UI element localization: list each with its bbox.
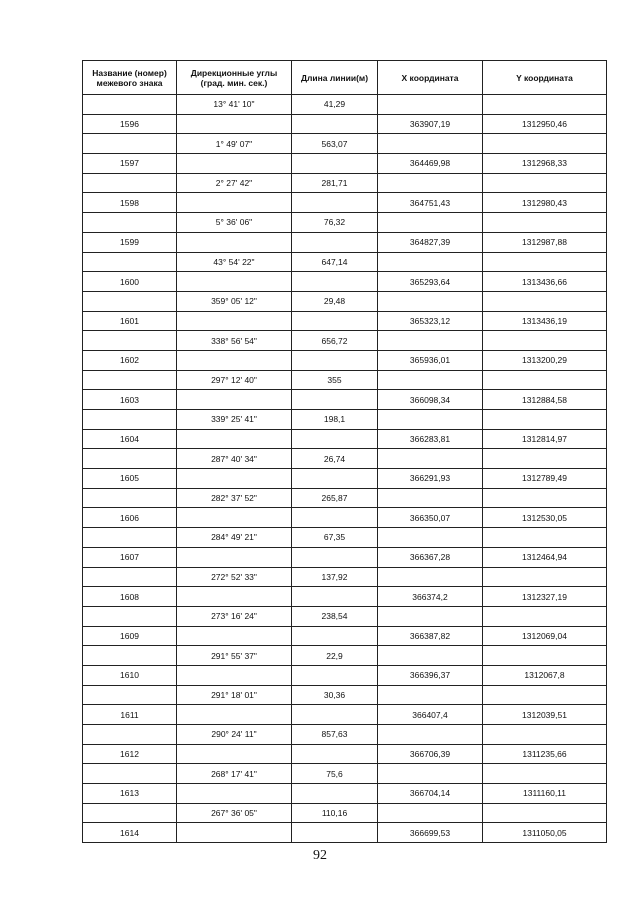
y-coordinate-cell <box>483 646 607 666</box>
line-length-cell: 857,63 <box>292 725 378 745</box>
directional-angle-cell <box>177 823 292 843</box>
mark-name-cell <box>83 803 177 823</box>
directional-angle-cell: 339° 25' 41" <box>177 410 292 430</box>
line-length-cell <box>292 508 378 528</box>
mark-name-cell <box>83 213 177 233</box>
x-coordinate-cell: 366396,37 <box>378 665 483 685</box>
directional-angle-cell <box>177 744 292 764</box>
table-row-point <box>83 272 607 292</box>
y-coordinate-cell <box>483 291 607 311</box>
table-row-segment <box>83 606 607 626</box>
table-row-segment <box>83 410 607 430</box>
y-coordinate-cell: 1312039,51 <box>483 705 607 725</box>
line-length-cell <box>292 154 378 174</box>
mark-name-cell <box>83 606 177 626</box>
directional-angle-cell: 297° 12' 40" <box>177 370 292 390</box>
x-coordinate-cell: 366706,39 <box>378 744 483 764</box>
y-coordinate-cell: 1313436,19 <box>483 311 607 331</box>
header-line-length: Длина линии(м) <box>292 61 378 95</box>
mark-name-cell <box>83 449 177 469</box>
line-length-cell <box>292 350 378 370</box>
y-coordinate-cell <box>483 685 607 705</box>
x-coordinate-cell <box>378 764 483 784</box>
table-row-segment <box>83 646 607 666</box>
table-row-point <box>83 193 607 213</box>
y-coordinate-cell <box>483 331 607 351</box>
table-row-point <box>83 154 607 174</box>
x-coordinate-cell: 364827,39 <box>378 232 483 252</box>
directional-angle-cell: 268° 17' 41" <box>177 764 292 784</box>
directional-angle-cell <box>177 784 292 804</box>
table-body <box>83 95 607 843</box>
directional-angle-cell: 291° 55' 37" <box>177 646 292 666</box>
line-length-cell <box>292 665 378 685</box>
line-length-cell <box>292 311 378 331</box>
table-row-point <box>83 469 607 489</box>
mark-name-cell: 1612 <box>83 744 177 764</box>
directional-angle-cell: 2° 27' 42" <box>177 173 292 193</box>
directional-angle-cell <box>177 154 292 174</box>
line-length-cell: 265,87 <box>292 488 378 508</box>
line-length-cell <box>292 193 378 213</box>
y-coordinate-cell: 1312464,94 <box>483 547 607 567</box>
x-coordinate-cell: 366098,34 <box>378 390 483 410</box>
mark-name-cell: 1598 <box>83 193 177 213</box>
table-row-point <box>83 390 607 410</box>
table-row-point <box>83 114 607 134</box>
directional-angle-cell: 13° 41' 10" <box>177 95 292 115</box>
mark-name-cell <box>83 488 177 508</box>
table-row-segment <box>83 331 607 351</box>
line-length-cell <box>292 744 378 764</box>
y-coordinate-cell <box>483 528 607 548</box>
table-row-point <box>83 429 607 449</box>
y-coordinate-cell: 1312950,46 <box>483 114 607 134</box>
y-coordinate-cell <box>483 410 607 430</box>
mark-name-cell <box>83 134 177 154</box>
line-length-cell: 110,16 <box>292 803 378 823</box>
directional-angle-cell <box>177 547 292 567</box>
line-length-cell: 30,36 <box>292 685 378 705</box>
x-coordinate-cell <box>378 685 483 705</box>
mark-name-cell: 1599 <box>83 232 177 252</box>
mark-name-cell: 1609 <box>83 626 177 646</box>
x-coordinate-cell <box>378 291 483 311</box>
x-coordinate-cell: 366407,4 <box>378 705 483 725</box>
mark-name-cell: 1602 <box>83 350 177 370</box>
table-row-segment <box>83 725 607 745</box>
table-row-segment <box>83 803 607 823</box>
mark-name-cell: 1603 <box>83 390 177 410</box>
table-row-point <box>83 350 607 370</box>
line-length-cell <box>292 626 378 646</box>
table-row-segment <box>83 488 607 508</box>
y-coordinate-cell: 1311235,66 <box>483 744 607 764</box>
y-coordinate-cell <box>483 370 607 390</box>
directional-angle-cell: 338° 56' 54" <box>177 331 292 351</box>
mark-name-cell: 1608 <box>83 587 177 607</box>
table-row-segment <box>83 173 607 193</box>
x-coordinate-cell: 366283,81 <box>378 429 483 449</box>
y-coordinate-cell <box>483 173 607 193</box>
header-x-coordinate: X координата <box>378 61 483 95</box>
x-coordinate-cell <box>378 213 483 233</box>
mark-name-cell <box>83 685 177 705</box>
directional-angle-cell <box>177 587 292 607</box>
y-coordinate-cell: 1311160,11 <box>483 784 607 804</box>
directional-angle-cell: 1° 49' 07" <box>177 134 292 154</box>
mark-name-cell: 1611 <box>83 705 177 725</box>
x-coordinate-cell: 366374,2 <box>378 587 483 607</box>
directional-angle-cell: 290° 24' 11" <box>177 725 292 745</box>
table-row-point <box>83 705 607 725</box>
mark-name-cell: 1605 <box>83 469 177 489</box>
directional-angle-cell: 291° 18' 01" <box>177 685 292 705</box>
directional-angle-cell: 5° 36' 06" <box>177 213 292 233</box>
line-length-cell <box>292 272 378 292</box>
directional-angle-cell: 273° 16' 24" <box>177 606 292 626</box>
table-row-point <box>83 587 607 607</box>
table-row-segment <box>83 764 607 784</box>
x-coordinate-cell <box>378 528 483 548</box>
directional-angle-cell <box>177 311 292 331</box>
line-length-cell: 198,1 <box>292 410 378 430</box>
x-coordinate-cell: 363907,19 <box>378 114 483 134</box>
mark-name-cell <box>83 646 177 666</box>
table-row-segment <box>83 370 607 390</box>
y-coordinate-cell <box>483 764 607 784</box>
mark-name-cell: 1597 <box>83 154 177 174</box>
directional-angle-cell: 267° 36' 05" <box>177 803 292 823</box>
x-coordinate-cell <box>378 410 483 430</box>
directional-angle-cell: 43° 54' 22" <box>177 252 292 272</box>
table-row-point <box>83 311 607 331</box>
table-row-segment <box>83 95 607 115</box>
x-coordinate-cell <box>378 488 483 508</box>
y-coordinate-cell: 1312069,04 <box>483 626 607 646</box>
mark-name-cell <box>83 567 177 587</box>
line-length-cell: 647,14 <box>292 252 378 272</box>
table-row-segment <box>83 685 607 705</box>
y-coordinate-cell: 1312980,43 <box>483 193 607 213</box>
y-coordinate-cell <box>483 252 607 272</box>
y-coordinate-cell: 1312814,97 <box>483 429 607 449</box>
mark-name-cell: 1606 <box>83 508 177 528</box>
x-coordinate-cell: 366699,53 <box>378 823 483 843</box>
table-header-row <box>83 61 607 95</box>
directional-angle-cell <box>177 508 292 528</box>
y-coordinate-cell <box>483 567 607 587</box>
table-row-segment <box>83 449 607 469</box>
mark-name-cell <box>83 95 177 115</box>
table-row-point <box>83 547 607 567</box>
y-coordinate-cell: 1312884,58 <box>483 390 607 410</box>
line-length-cell: 67,35 <box>292 528 378 548</box>
page-number: 92 <box>313 848 327 863</box>
mark-name-cell: 1613 <box>83 784 177 804</box>
mark-name-cell <box>83 331 177 351</box>
x-coordinate-cell: 365936,01 <box>378 350 483 370</box>
header-directional-angle: Дирекционные углы (град. мин. сек.) <box>177 61 292 95</box>
table-row-segment <box>83 528 607 548</box>
line-length-cell: 76,32 <box>292 213 378 233</box>
line-length-cell <box>292 705 378 725</box>
y-coordinate-cell: 1312789,49 <box>483 469 607 489</box>
directional-angle-cell <box>177 350 292 370</box>
line-length-cell <box>292 114 378 134</box>
line-length-cell <box>292 547 378 567</box>
table-row-segment <box>83 134 607 154</box>
mark-name-cell <box>83 370 177 390</box>
table-row-segment <box>83 213 607 233</box>
mark-name-cell: 1601 <box>83 311 177 331</box>
y-coordinate-cell <box>483 488 607 508</box>
table-row-point <box>83 626 607 646</box>
x-coordinate-cell: 366387,82 <box>378 626 483 646</box>
mark-name-cell <box>83 410 177 430</box>
boundary-marks-table <box>82 60 607 843</box>
x-coordinate-cell <box>378 803 483 823</box>
x-coordinate-cell <box>378 449 483 469</box>
directional-angle-cell <box>177 114 292 134</box>
table-row-point <box>83 232 607 252</box>
x-coordinate-cell: 365323,12 <box>378 311 483 331</box>
y-coordinate-cell <box>483 725 607 745</box>
line-length-cell: 355 <box>292 370 378 390</box>
x-coordinate-cell <box>378 646 483 666</box>
y-coordinate-cell <box>483 95 607 115</box>
mark-name-cell: 1614 <box>83 823 177 843</box>
directional-angle-cell <box>177 626 292 646</box>
y-coordinate-cell: 1312987,88 <box>483 232 607 252</box>
y-coordinate-cell <box>483 803 607 823</box>
table-row-segment <box>83 291 607 311</box>
header-y-coordinate: Y координата <box>483 61 607 95</box>
directional-angle-cell <box>177 390 292 410</box>
mark-name-cell <box>83 528 177 548</box>
line-length-cell: 22,9 <box>292 646 378 666</box>
directional-angle-cell: 287° 40' 34" <box>177 449 292 469</box>
y-coordinate-cell: 1312968,33 <box>483 154 607 174</box>
table-row-point <box>83 665 607 685</box>
y-coordinate-cell: 1313436,66 <box>483 272 607 292</box>
y-coordinate-cell <box>483 213 607 233</box>
directional-angle-cell: 272° 52' 33" <box>177 567 292 587</box>
line-length-cell <box>292 469 378 489</box>
x-coordinate-cell <box>378 331 483 351</box>
line-length-cell: 656,72 <box>292 331 378 351</box>
table-row-segment <box>83 252 607 272</box>
line-length-cell <box>292 232 378 252</box>
mark-name-cell: 1604 <box>83 429 177 449</box>
x-coordinate-cell <box>378 725 483 745</box>
x-coordinate-cell <box>378 173 483 193</box>
x-coordinate-cell: 366291,93 <box>378 469 483 489</box>
directional-angle-cell <box>177 469 292 489</box>
x-coordinate-cell: 364751,43 <box>378 193 483 213</box>
x-coordinate-cell: 366704,14 <box>378 784 483 804</box>
y-coordinate-cell <box>483 449 607 469</box>
mark-name-cell <box>83 725 177 745</box>
mark-name-cell: 1600 <box>83 272 177 292</box>
header-mark-name: Название (номер) межевого знака <box>83 61 177 95</box>
x-coordinate-cell <box>378 370 483 390</box>
line-length-cell: 75,6 <box>292 764 378 784</box>
table-row-segment <box>83 567 607 587</box>
directional-angle-cell: 284° 49' 21" <box>177 528 292 548</box>
y-coordinate-cell <box>483 134 607 154</box>
directional-angle-cell <box>177 232 292 252</box>
mark-name-cell <box>83 291 177 311</box>
line-length-cell <box>292 429 378 449</box>
y-coordinate-cell <box>483 606 607 626</box>
y-coordinate-cell: 1312067,8 <box>483 665 607 685</box>
directional-angle-cell <box>177 272 292 292</box>
line-length-cell <box>292 390 378 410</box>
directional-angle-cell <box>177 429 292 449</box>
line-length-cell: 26,74 <box>292 449 378 469</box>
directional-angle-cell <box>177 193 292 213</box>
line-length-cell: 281,71 <box>292 173 378 193</box>
line-length-cell: 238,54 <box>292 606 378 626</box>
mark-name-cell <box>83 173 177 193</box>
line-length-cell: 137,92 <box>292 567 378 587</box>
line-length-cell: 41,29 <box>292 95 378 115</box>
mark-name-cell <box>83 252 177 272</box>
line-length-cell: 563,07 <box>292 134 378 154</box>
mark-name-cell <box>83 764 177 784</box>
y-coordinate-cell: 1311050,05 <box>483 823 607 843</box>
x-coordinate-cell <box>378 252 483 272</box>
line-length-cell: 29,48 <box>292 291 378 311</box>
x-coordinate-cell: 366350,07 <box>378 508 483 528</box>
x-coordinate-cell <box>378 606 483 626</box>
x-coordinate-cell: 365293,64 <box>378 272 483 292</box>
table-row-point <box>83 784 607 804</box>
table-row-point <box>83 744 607 764</box>
directional-angle-cell <box>177 665 292 685</box>
line-length-cell <box>292 784 378 804</box>
x-coordinate-cell <box>378 134 483 154</box>
line-length-cell <box>292 823 378 843</box>
directional-angle-cell: 282° 37' 52" <box>177 488 292 508</box>
x-coordinate-cell <box>378 95 483 115</box>
y-coordinate-cell: 1312327,19 <box>483 587 607 607</box>
line-length-cell <box>292 587 378 607</box>
x-coordinate-cell: 364469,98 <box>378 154 483 174</box>
table-row-point <box>83 823 607 843</box>
table-row-point <box>83 508 607 528</box>
y-coordinate-cell: 1312530,05 <box>483 508 607 528</box>
mark-name-cell: 1610 <box>83 665 177 685</box>
directional-angle-cell: 359° 05' 12" <box>177 291 292 311</box>
directional-angle-cell <box>177 705 292 725</box>
x-coordinate-cell <box>378 567 483 587</box>
mark-name-cell: 1607 <box>83 547 177 567</box>
mark-name-cell: 1596 <box>83 114 177 134</box>
y-coordinate-cell: 1313200,29 <box>483 350 607 370</box>
x-coordinate-cell: 366367,28 <box>378 547 483 567</box>
